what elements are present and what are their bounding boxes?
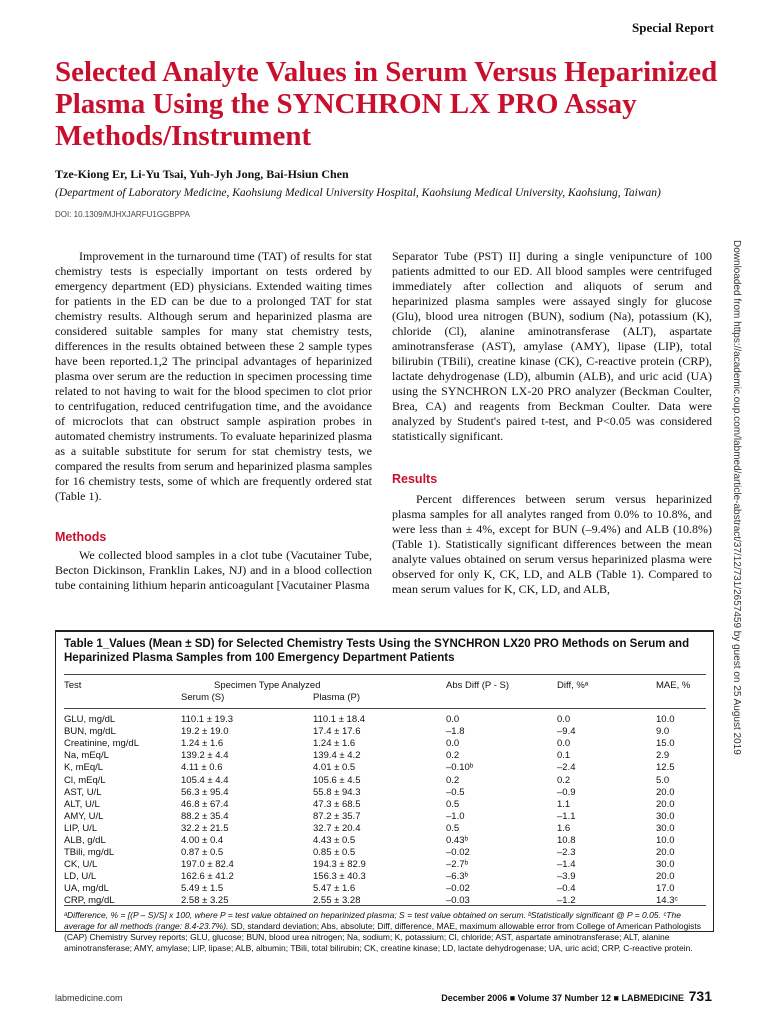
cell-mae: 30.0 — [656, 810, 675, 822]
values-table — [64, 714, 706, 908]
cell-test: LIP, U/L — [64, 822, 98, 834]
table-row — [64, 799, 706, 811]
cell-abs: –6.3ᵇ — [446, 871, 469, 883]
cell-serum: 105.4 ± 4.4 — [181, 774, 229, 786]
cell-serum: 110.1 ± 19.3 — [181, 714, 234, 726]
cell-abs: –0.03 — [446, 895, 470, 907]
table-row — [64, 726, 706, 738]
cell-plasma: 110.1 ± 18.4 — [313, 714, 366, 726]
cell-plasma: 5.47 ± 1.6 — [313, 883, 356, 895]
methods-heading: Methods — [55, 530, 107, 544]
cell-abs: –0.02 — [446, 847, 470, 859]
cell-plasma: 1.24 ± 1.6 — [313, 738, 356, 750]
cell-serum: 32.2 ± 21.5 — [181, 822, 229, 834]
cell-serum: 162.6 ± 41.2 — [181, 871, 234, 883]
cell-serum: 4.11 ± 0.6 — [181, 762, 223, 774]
cell-mae: 20.0 — [656, 786, 675, 798]
cell-plasma: 139.4 ± 4.2 — [313, 750, 361, 762]
cell-test: ALB, g/dL — [64, 834, 106, 846]
author-list: Tze-Kiong Er, Li-Yu Tsai, Yuh-Jyh Jong, Bai-Hsiun Chen — [55, 167, 349, 181]
col-header-mae: MAE, % — [656, 680, 691, 691]
cell-mae: 20.0 — [656, 871, 675, 883]
cell-abs: 0.0 — [446, 738, 460, 750]
download-watermark-text: Downloaded from https://academic.oup.com/labmed/article-abstract/37/12/731/2657459 by guest on 25 August 2019 — [731, 240, 742, 755]
cell-diff: 10.8 — [557, 834, 576, 846]
cell-diff: –2.4 — [557, 762, 576, 774]
article-title: Selected Analyte Values in Serum Versus Heparinized Plasma Using the SYNCHRON LX PRO Assay Methods/Instrument — [55, 56, 718, 152]
cell-diff: –0.4 — [557, 883, 576, 895]
cell-abs: 0.5 — [446, 798, 460, 810]
cell-diff: 1.6 — [557, 822, 571, 834]
cell-serum: 1.24 ± 1.6 — [181, 738, 224, 750]
cell-test: Creatinine, mg/dL — [64, 738, 139, 750]
cell-test: BUN, mg/dL — [64, 726, 116, 738]
table-footnote-1: ᵃDifference, % = [(P – S)/S] x 100, where P = test value obtained on heparinized plasma; S = test value obtained on serum. ᵇStatistically significant @ P = 0.05. ᶜThe average for all methods (range: 8.4-23.7%). — [64, 910, 681, 931]
cell-mae: 2.9 — [656, 750, 670, 762]
cell-abs: 0.2 — [446, 774, 460, 786]
cell-mae: 12.5 — [656, 762, 675, 774]
cell-serum: 46.8 ± 67.4 — [181, 798, 229, 810]
cell-test: Na, mEq/L — [64, 750, 109, 762]
cell-serum: 56.3 ± 95.4 — [181, 786, 229, 798]
table-row — [64, 714, 706, 726]
cell-plasma: 4.01 ± 0.5 — [313, 762, 356, 774]
cell-mae: 5.0 — [656, 774, 670, 786]
cell-plasma: 87.2 ± 35.7 — [313, 810, 361, 822]
cell-mae: 10.0 — [656, 834, 675, 846]
cell-mae: 17.0 — [656, 883, 675, 895]
cell-serum: 197.0 ± 82.4 — [181, 859, 234, 871]
table-row — [64, 738, 706, 750]
cell-test: Cl, mEq/L — [64, 774, 106, 786]
download-watermark — [732, 240, 752, 780]
cell-diff: –9.4 — [557, 726, 576, 738]
cell-test: CRP, mg/dL — [64, 895, 115, 907]
col-header-plasma: Plasma (P) — [313, 692, 360, 703]
table-row — [64, 871, 706, 883]
cell-test: CK, U/L — [64, 859, 98, 871]
cell-plasma: 156.3 ± 40.3 — [313, 871, 366, 883]
col-header-specimen: Specimen Type Analyzed — [214, 680, 321, 691]
cell-serum: 4.00 ± 0.4 — [181, 834, 224, 846]
cell-serum: 139.2 ± 4.4 — [181, 750, 229, 762]
cell-plasma: 17.4 ± 17.6 — [313, 726, 361, 738]
methods-paragraph-a: We collected blood samples in a clot tube (Vacutainer Tube, Becton Dickinson, Franklin Lakes, NJ) and in a blood collection tube containing lithium heparin anticoagulant [Vacutainer Plasma — [55, 548, 372, 592]
section-label: Special Report — [632, 20, 714, 35]
cell-abs: –2.7ᵇ — [446, 859, 469, 871]
table-row — [64, 823, 706, 835]
cell-diff: –1.2 — [557, 895, 576, 907]
cell-diff: 0.2 — [557, 774, 571, 786]
cell-serum: 5.49 ± 1.5 — [181, 883, 224, 895]
cell-test: GLU, mg/dL — [64, 714, 116, 726]
table-row — [64, 835, 706, 847]
cell-diff: –1.1 — [557, 810, 576, 822]
cell-serum: 88.2 ± 35.4 — [181, 810, 229, 822]
cell-abs: 0.5 — [446, 822, 460, 834]
cell-plasma: 32.7 ± 20.4 — [313, 822, 361, 834]
results-paragraph: Percent differences between serum versus heparinized plasma samples for all analytes ranged from 0.0% to 10.8%, and were less than ± 4%, except for BUN (–9.4%) and ALB (10.8%) (Table 1). Statistically significant differences between the mean analyte values obtained on serum versus heparinized plasma were observed for only K, CK, LD, and ALB (Table 1). Compared to mean serum values for K, CK, LD, and ALB, — [392, 492, 712, 596]
cell-plasma: 0.85 ± 0.5 — [313, 847, 356, 859]
table-footnote-2: SD, standard deviation; Abs, absolute; Diff, difference, MAE, maximum allowable error from College of American Pathologists (CAP) Chemistry Survey reports; GLU, glucose; BUN, blood urea nitrogen; Na, sodium; K, potassium; Cl, chloride; AST, aspartate aminotransferase; ALT, alanine aminotransferase; AMY, amylase; LIP, lipase; ALB, albumin; TBili, total bilirubin; CK, creatine kinase; LD, lactate dehydrogenase; UA, uric acid; CRP, C-reactive protein. — [64, 921, 702, 953]
col-header-test: Test — [64, 680, 82, 691]
cell-test: TBili, mg/dL — [64, 847, 115, 859]
intro-paragraph: Improvement in the turnaround time (TAT) of results for stat chemistry tests is especially important on tests ordered by emergency department (ED) physicians. Extended waiting times for patients in the ED can be due to a prolonged TAT for stat chemistry results. Although serum and heparinized plasma are considered suitable samples for many stat chemistry tests, differences in the results obtained between these 2 sample types have been reported.1,2 The principal advantages of heparinized plasma over serum are the reduction in specimen processing time related to not having to wait for the blood specimen to clot prior to centrifugation, reduced centrifugation time, and the avoidance of microclots that can obstruct sample aspiration probes in automated chemistry instruments. To evaluate heparinized plasma as a suitable substitute for serum for stat chemistry tests, we compared the results from serum and heparinized plasma samples for 16 chemistry tests, some of which are frequently ordered stat (Table 1). — [55, 249, 372, 503]
cell-test: LD, U/L — [64, 871, 97, 883]
cell-test: UA, mg/dL — [64, 883, 109, 895]
cell-test: AMY, U/L — [64, 810, 104, 822]
cell-plasma: 105.6 ± 4.5 — [313, 774, 361, 786]
cell-diff: 1.1 — [557, 798, 571, 810]
cell-plasma: 2.55 ± 3.28 — [313, 895, 361, 907]
cell-plasma: 4.43 ± 0.5 — [313, 834, 356, 846]
cell-diff: –2.3 — [557, 847, 576, 859]
cell-mae: 10.0 — [656, 714, 675, 726]
table-rule-head — [64, 708, 706, 709]
footer-issue: December 2006 ■ Volume 37 Number 12 ■ LABMEDICINE — [441, 993, 684, 1003]
cell-mae: 14.3ᶜ — [656, 895, 678, 907]
page-number: 731 — [688, 988, 712, 1004]
cell-abs: –0.10ᵇ — [446, 762, 474, 774]
table-rule-top — [64, 674, 706, 675]
cell-abs: –1.0 — [446, 810, 465, 822]
cell-abs: 0.0 — [446, 714, 460, 726]
cell-serum: 19.2 ± 19.0 — [181, 726, 229, 738]
cell-abs: –0.5 — [446, 786, 465, 798]
cell-mae: 15.0 — [656, 738, 675, 750]
col-header-serum: Serum (S) — [181, 692, 225, 703]
table-row — [64, 859, 706, 871]
cell-diff: –3.9 — [557, 871, 576, 883]
table-row — [64, 811, 706, 823]
cell-diff: 0.0 — [557, 738, 571, 750]
cell-abs: 0.43ᵇ — [446, 834, 469, 846]
table-row — [64, 847, 706, 859]
table-footnotes — [64, 910, 710, 954]
doi[interactable]: DOI: 10.1309/MJHXJARFU1GGBPPA — [55, 210, 191, 219]
cell-serum: 2.58 ± 3.25 — [181, 895, 229, 907]
col-header-abs-diff: Abs Diff (P - S) — [446, 680, 509, 691]
cell-diff: 0.0 — [557, 714, 571, 726]
cell-mae: 9.0 — [656, 726, 670, 738]
cell-serum: 0.87 ± 0.5 — [181, 847, 224, 859]
affiliation: (Department of Laboratory Medicine, Kaohsiung Medical University Hospital, Kaohsiung Medical University, Kaohsiung, Taiwan) — [55, 187, 661, 199]
table-caption: Table 1_Values (Mean ± SD) for Selected Chemistry Tests Using the SYNCHRON LX20 PRO Methods on Serum and Heparinized Plasma Samples from 100 Emergency Department Patients — [64, 638, 690, 664]
footer-site[interactable]: labmedicine.com — [55, 993, 123, 1003]
cell-abs: 0.2 — [446, 750, 460, 762]
table-row — [64, 883, 706, 895]
cell-test: K, mEq/L — [64, 762, 104, 774]
cell-mae: 30.0 — [656, 859, 675, 871]
cell-abs: –0.02 — [446, 883, 470, 895]
cell-diff: –1.4 — [557, 859, 576, 871]
cell-diff: 0.1 — [557, 750, 571, 762]
cell-plasma: 55.8 ± 94.3 — [313, 786, 361, 798]
results-heading: Results — [392, 472, 438, 486]
cell-plasma: 194.3 ± 82.9 — [313, 859, 366, 871]
table-rule-bottom — [64, 905, 706, 906]
cell-test: AST, U/L — [64, 786, 102, 798]
cell-mae: 20.0 — [656, 798, 675, 810]
methods-paragraph-b: Separator Tube (PST) II] during a single venipuncture of 100 patients admitted to our ED. All blood samples were centrifuged immediately after collection and aliquots of serum and heparinized plasma samples were assayed singly for glucose (Glu), blood urea nitrogen (BUN), sodium (Na), potassium (K), chloride (Cl), alanine aminotransferase (ALT), aspartate aminotransferase (AST), amylase (AMY), lipase (LIP), total bilirubin (TBili), creatine kinase (CK), C-reactive protein (CRP), lactate dehydrogenase (LD), albumin (ALB), and uric acid (UA) using the SYNCHRON LX-20 PRO analyzer (Beckman Coulter, Brea, CA) and reagents from Beckman Coulter. Data were analyzed by Student's paired t-test, and P<0.05 was considered statistically significant. — [392, 249, 712, 443]
col-header-diff-pct: Diff, %ᵃ — [557, 680, 589, 691]
table-row — [64, 750, 706, 762]
cell-diff: –0.9 — [557, 786, 576, 798]
table-row — [64, 762, 706, 774]
cell-mae: 30.0 — [656, 822, 675, 834]
cell-test: ALT, U/L — [64, 798, 100, 810]
cell-plasma: 47.3 ± 68.5 — [313, 798, 361, 810]
table-row — [64, 787, 706, 799]
table-row — [64, 774, 706, 786]
cell-abs: –1.8 — [446, 726, 465, 738]
cell-mae: 20.0 — [656, 847, 675, 859]
